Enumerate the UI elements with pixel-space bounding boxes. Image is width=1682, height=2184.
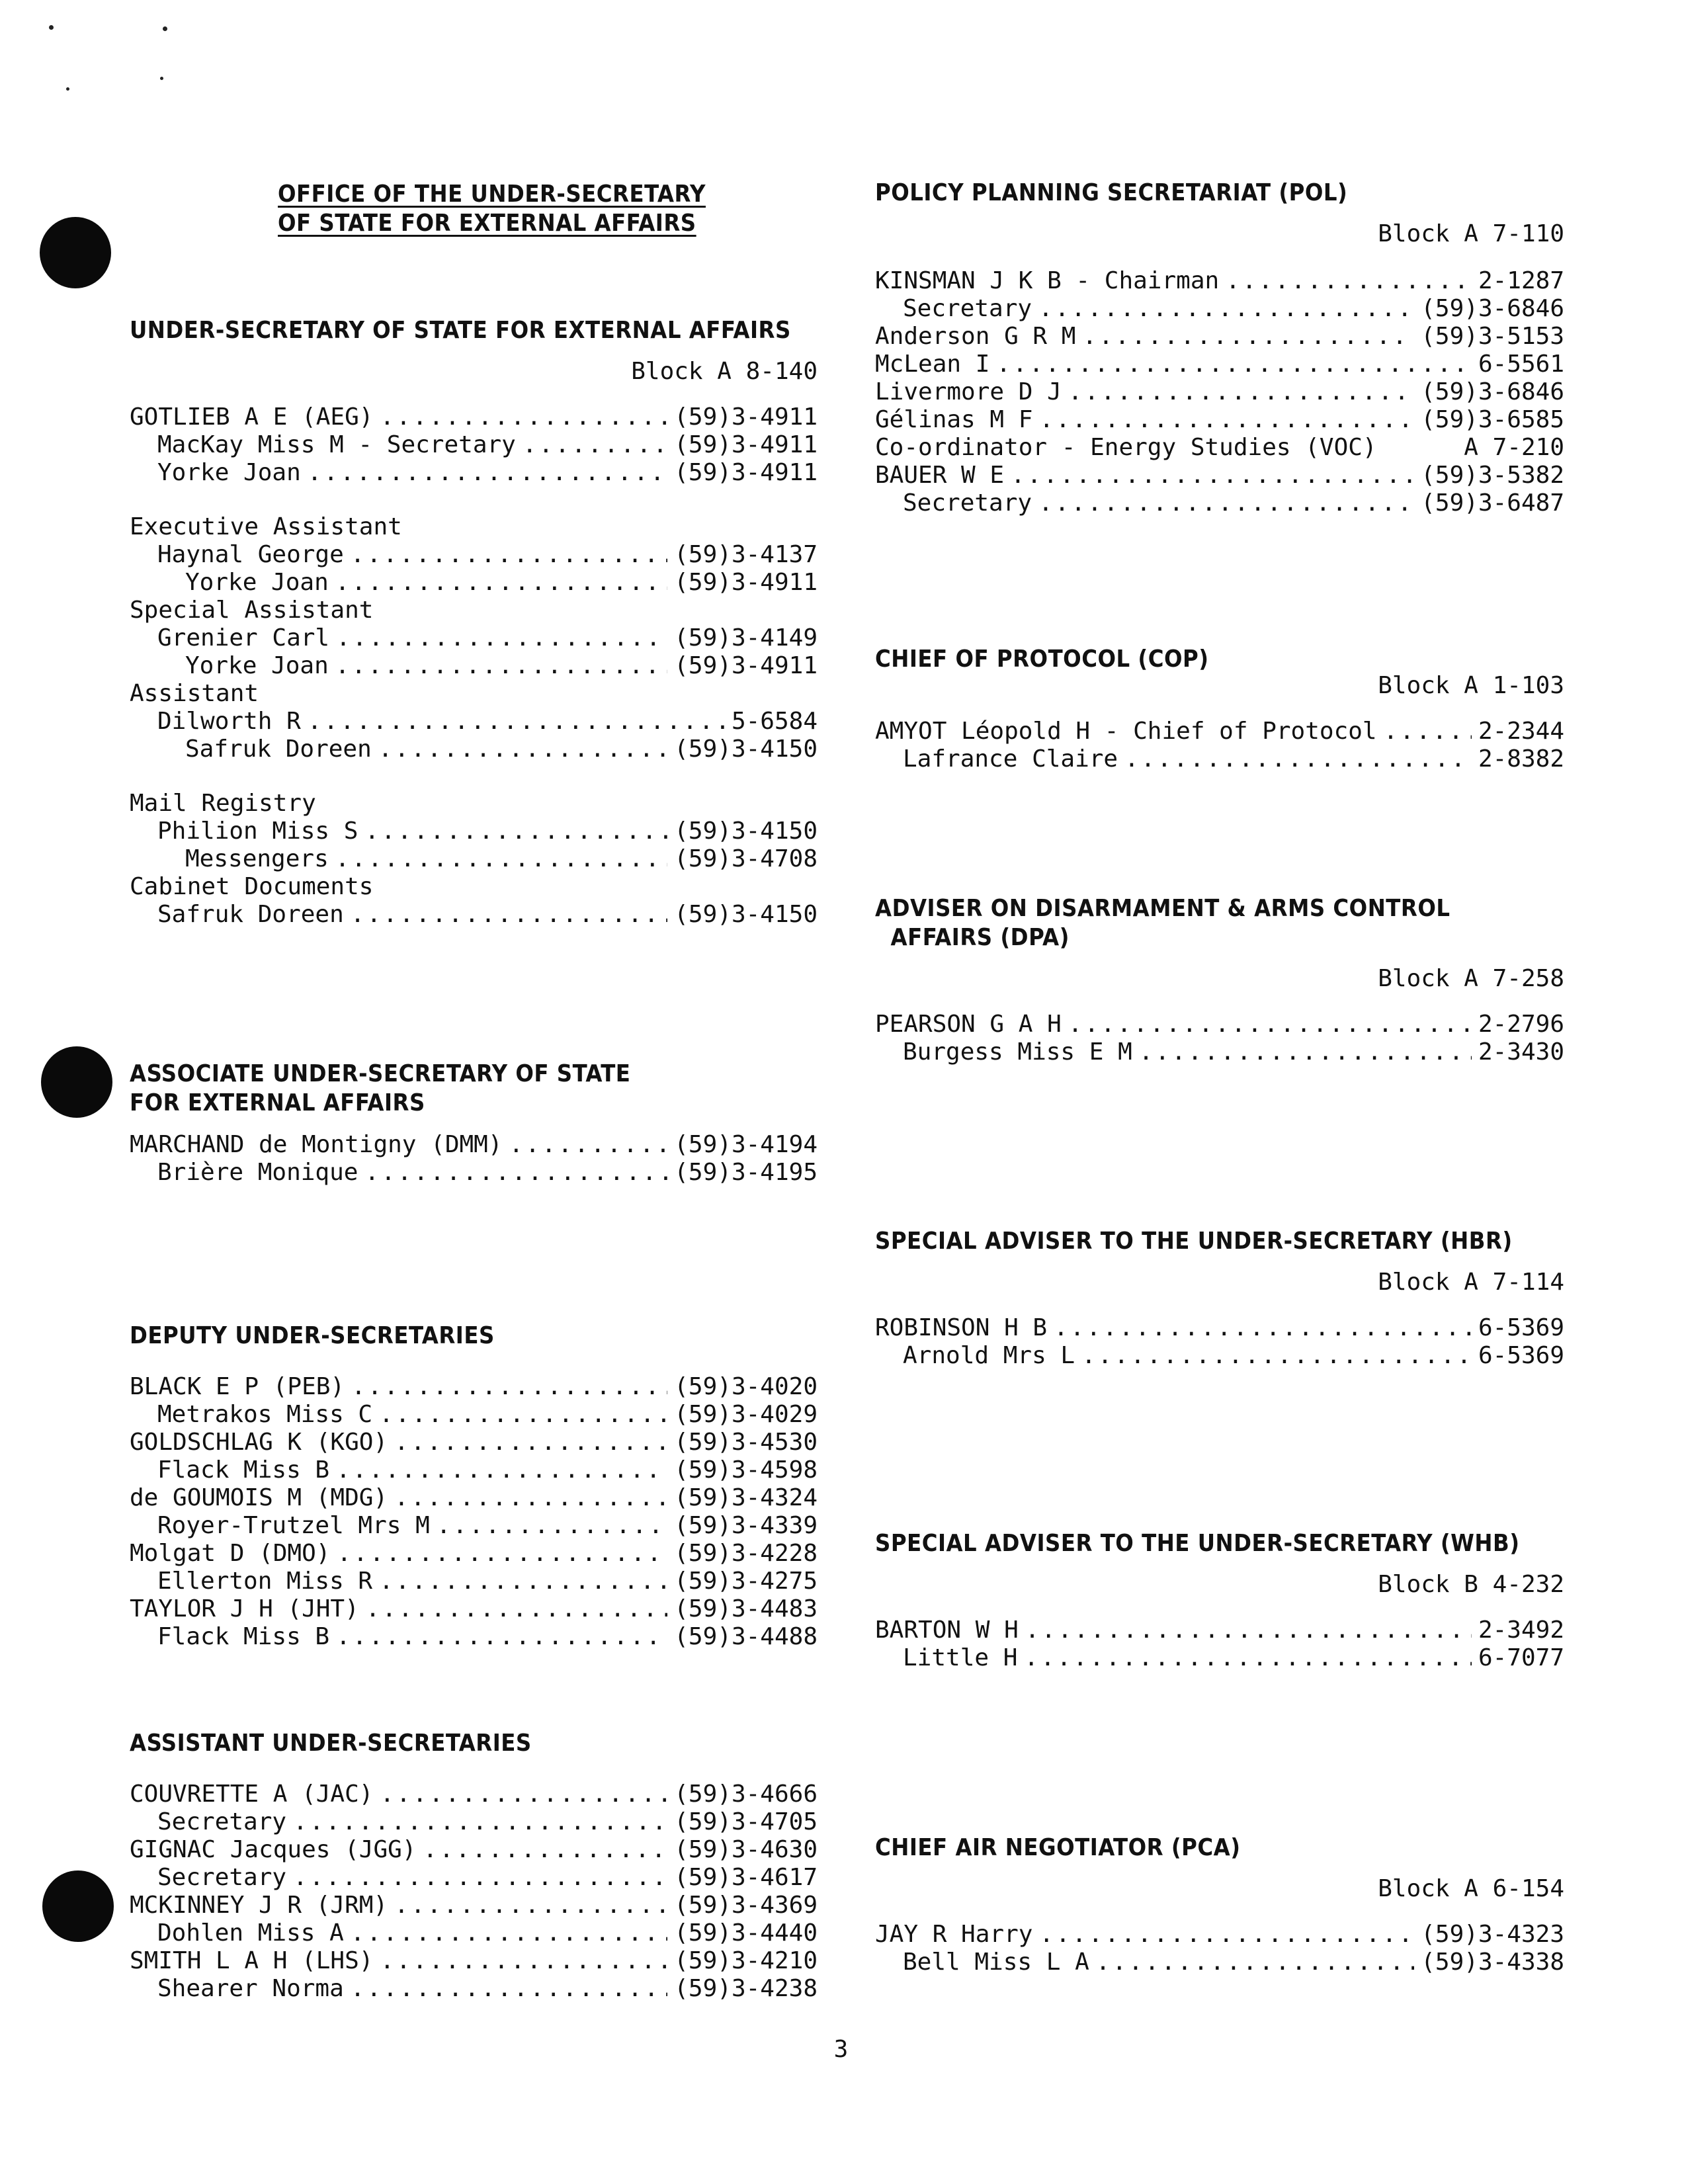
scan-speck [163, 26, 167, 31]
entry-name: Safruk Doreen [157, 901, 344, 928]
entry-row [130, 1512, 818, 1540]
dot-leader [335, 569, 668, 597]
dot-leader [1081, 1342, 1472, 1370]
office-title: OFFICE OF THE UNDER-SECRETARY OF STATE FOR EXTERNAL AFFAIRS [278, 181, 706, 237]
entry-name: MARCHAND de Montigny (DMM) [130, 1131, 503, 1158]
scan-speck [66, 87, 69, 91]
section-heading: ADVISER ON DISARMAMENT & ARMS CONTROL AFFAIRS (DPA) [875, 895, 1451, 951]
section-heading: ASSISTANT UNDER-SECRETARIES [130, 1730, 532, 1757]
entry-row [130, 1401, 818, 1429]
dot-leader [335, 652, 668, 680]
entry-phone: 2-8382 [1478, 745, 1564, 773]
entry-row [130, 1808, 818, 1836]
entry-row [130, 1373, 818, 1401]
dot-leader [1039, 406, 1414, 434]
dot-leader [394, 1429, 667, 1456]
entry-phone: (59)3-4238 [674, 1975, 818, 2002]
executive-assistant-group [130, 513, 818, 763]
dot-leader [423, 1836, 667, 1864]
office-title-section [278, 180, 818, 238]
entry-phone: 6-5369 [1478, 1342, 1564, 1369]
dot-leader [1068, 1011, 1472, 1038]
entry-row [875, 462, 1564, 489]
hbr-section [875, 1227, 1564, 1370]
dot-leader [364, 818, 667, 845]
entry-list [875, 267, 1564, 517]
dot-leader [336, 624, 667, 652]
entry-name: AMYOT Léopold H - Chief of Protocol [875, 718, 1377, 745]
entry-list [875, 1921, 1564, 1976]
whb-section [875, 1529, 1564, 1672]
block-location: Block A 8-140 [631, 358, 818, 385]
disarmament-section [875, 894, 1564, 1066]
entry-phone: (59)3-4617 [674, 1864, 818, 1891]
block-location: Block A 7-114 [1378, 1269, 1564, 1296]
dot-leader [379, 1568, 667, 1595]
entry-phone: (59)3-4911 [674, 652, 818, 679]
entry-name: GIGNAC Jacques (JGG) [130, 1836, 417, 1863]
entry-row [875, 1342, 1564, 1370]
entry-row [130, 652, 818, 680]
entry-phone: (59)3-4228 [674, 1540, 818, 1567]
dot-leader [1124, 745, 1472, 773]
entry-name: BARTON W H [875, 1617, 1019, 1644]
dot-leader [351, 901, 667, 929]
dot-leader [1038, 489, 1414, 517]
entry-phone: 2-2796 [1478, 1011, 1564, 1038]
entry-row [875, 1617, 1564, 1644]
entry-row [130, 541, 818, 569]
entry-phone: (59)3-4705 [674, 1808, 818, 1835]
entry-phone: (59)3-5153 [1421, 323, 1564, 350]
scan-speck [160, 77, 163, 80]
entry-row [875, 489, 1564, 517]
entry-phone: (59)3-4210 [674, 1947, 818, 1974]
section-heading: CHIEF AIR NEGOTIATOR (PCA) [875, 1834, 1241, 1861]
entry-row [875, 434, 1564, 462]
entry-name: Livermore D J [875, 378, 1062, 405]
entry-name: Safruk Doreen [185, 735, 372, 763]
entry-phone: (59)3-4911 [674, 459, 818, 486]
entry-phone: A 7-210 [1464, 434, 1564, 461]
entry-phone: 6-7077 [1478, 1644, 1564, 1671]
entry-phone: (59)3-4708 [674, 845, 818, 872]
entry-phone: (59)3-4149 [674, 624, 818, 651]
entry-row [130, 403, 818, 431]
entry-name: Flack Miss B [157, 1623, 330, 1650]
entry-phone: (59)3-4488 [674, 1623, 818, 1650]
entry-row [130, 1595, 818, 1623]
entry-phone: (59)3-6846 [1421, 378, 1564, 405]
section-heading: SPECIAL ADVISER TO THE UNDER-SECRETARY (WHB) [875, 1530, 1520, 1557]
entry-name: COUVRETTE A (JAC) [130, 1781, 374, 1808]
entry-name: Little H [903, 1644, 1018, 1671]
binder-hole-bottom [42, 1870, 114, 1942]
entry-list [875, 1011, 1564, 1066]
group-label: Executive Assistant [130, 513, 402, 540]
entry-phone: (59)3-4530 [674, 1429, 818, 1456]
dot-leader [1025, 1617, 1472, 1644]
entry-row [875, 323, 1564, 351]
dot-leader [1024, 1644, 1472, 1672]
entry-row [130, 459, 818, 487]
dot-leader [1226, 267, 1472, 295]
dot-leader [523, 431, 667, 459]
entry-name: Brière Monique [157, 1159, 358, 1186]
entry-row [130, 901, 818, 929]
entry-row [130, 1429, 818, 1456]
entry-row [130, 1456, 818, 1484]
dot-leader [379, 1401, 667, 1429]
entry-name: SMITH L A H (LHS) [130, 1947, 374, 1974]
entry-list [875, 718, 1564, 773]
dot-leader [366, 1595, 667, 1623]
under-secretary-section [130, 316, 818, 929]
dot-leader [378, 735, 667, 763]
entry-phone: (59)3-4440 [674, 1919, 818, 1947]
entry-name: MCKINNEY J R (JRM) [130, 1892, 388, 1919]
entry-row [875, 1921, 1564, 1949]
entry-phone: (59)3-6585 [1421, 406, 1564, 433]
section-heading: POLICY PLANNING SECRETARIAT (POL) [875, 179, 1348, 206]
entry-row [875, 1314, 1564, 1342]
entry-row [130, 1623, 818, 1651]
entry-name: Yorke Joan [185, 569, 329, 596]
entry-name: Haynal George [157, 541, 344, 568]
entry-phone: (59)3-6846 [1421, 295, 1564, 322]
section-heading: UNDER-SECRETARY OF STATE FOR EXTERNAL AFFAIRS [130, 317, 791, 344]
dot-leader [1039, 1921, 1414, 1949]
entry-name: Grenier Carl [157, 624, 330, 651]
entry-phone: (59)3-4666 [674, 1781, 818, 1808]
section-heading: CHIEF OF PROTOCOL (COP) [875, 646, 1209, 673]
dot-leader [1139, 1038, 1472, 1066]
entry-name: Arnold Mrs L [903, 1342, 1075, 1369]
dot-leader [293, 1864, 667, 1892]
entry-name: Ellerton Miss R [157, 1568, 373, 1595]
dot-leader [1068, 378, 1414, 406]
entry-phone: (59)3-6487 [1421, 489, 1564, 517]
block-location: Block B 4-232 [1378, 1571, 1564, 1598]
dot-leader [351, 541, 667, 569]
air-section [875, 1833, 1564, 1976]
dot-leader [364, 1159, 667, 1187]
entry-name: Philion Miss S [157, 818, 358, 845]
entry-phone: (59)3-4020 [674, 1373, 818, 1400]
group-label: Mail Registry [130, 790, 316, 817]
entry-list [130, 1781, 818, 2003]
entry-phone: 2-3492 [1478, 1617, 1564, 1644]
entry-name: Yorke Joan [185, 652, 329, 679]
block-location: Block A 7-110 [1378, 220, 1564, 247]
dot-leader [1384, 718, 1472, 745]
block-location: Block A 6-154 [1378, 1875, 1564, 1902]
entry-row [875, 1949, 1564, 1976]
entry-row [130, 818, 818, 845]
protocol-section [875, 645, 1564, 773]
entry-row [130, 1540, 818, 1568]
dot-leader [380, 1781, 667, 1808]
entry-name: Yorke Joan [157, 459, 301, 486]
entry-phone: (59)3-4029 [674, 1401, 818, 1428]
entry-phone: (59)3-4369 [674, 1892, 818, 1919]
entry-name: Anderson G R M [875, 323, 1076, 350]
entry-name: Burgess Miss E M [903, 1038, 1132, 1066]
deputy-section [130, 1322, 818, 1651]
binder-hole-middle [41, 1046, 112, 1118]
dot-leader [1096, 1949, 1414, 1976]
entry-row [875, 718, 1564, 745]
entry-phone: (59)3-4339 [674, 1512, 818, 1539]
dot-leader [335, 845, 668, 873]
entry-name: KINSMAN J K B - Chairman [875, 267, 1220, 294]
entry-name: ROBINSON H B [875, 1314, 1048, 1341]
entry-phone: 2-1287 [1478, 267, 1564, 294]
entry-row [130, 569, 818, 597]
entry-name: PEARSON G A H [875, 1011, 1062, 1038]
policy-section [875, 179, 1564, 517]
entry-name: Lafrance Claire [903, 745, 1118, 773]
entry-phone: (59)3-4598 [674, 1456, 818, 1484]
entry-name: TAYLOR J H (JHT) [130, 1595, 359, 1622]
entry-phone: (59)3-4338 [1421, 1949, 1564, 1976]
entry-row [130, 1836, 818, 1864]
entry-phone: 5-6584 [731, 708, 818, 735]
entry-row [875, 351, 1564, 378]
group-label: Cabinet Documents [130, 873, 374, 900]
entry-name: Royer-Trutzel Mrs M [157, 1512, 430, 1539]
entry-row [130, 1864, 818, 1892]
entry-name: Flack Miss B [157, 1456, 330, 1484]
entry-list [130, 403, 818, 487]
entry-row [875, 406, 1564, 434]
entry-phone: (59)3-4911 [674, 403, 818, 431]
entry-phone: (59)3-4324 [674, 1484, 818, 1511]
dot-leader [308, 459, 668, 487]
entry-phone: (59)3-4194 [674, 1131, 818, 1158]
block-location: Block A 7-258 [1378, 965, 1564, 992]
entry-name: BLACK E P (PEB) [130, 1373, 345, 1400]
entry-row [875, 295, 1564, 323]
entry-phone: 6-5561 [1478, 351, 1564, 378]
entry-phone: (59)3-4323 [1421, 1921, 1564, 1948]
entry-phone: (59)3-4911 [674, 569, 818, 596]
entry-name: BAUER W E [875, 462, 1005, 489]
entry-name: Co-ordinator - Energy Studies (VOC) [875, 434, 1377, 461]
entry-phone: (59)3-4911 [674, 431, 818, 458]
entry-name: MacKay Miss M - Secretary [157, 431, 516, 458]
entry-row [875, 378, 1564, 406]
dot-leader [394, 1892, 667, 1919]
entry-phone: (59)3-5382 [1421, 462, 1564, 489]
dot-leader [293, 1808, 667, 1836]
scan-speck [49, 25, 54, 30]
entry-list [130, 1131, 818, 1187]
entry-phone: (59)3-4630 [674, 1836, 818, 1863]
dot-leader [394, 1484, 667, 1512]
page-number: 3 [833, 2036, 849, 2063]
entry-row [130, 735, 818, 763]
entry-row [875, 1011, 1564, 1038]
dot-leader [1011, 462, 1414, 489]
entry-row [130, 1919, 818, 1947]
entry-phone: (59)3-4150 [674, 818, 818, 845]
entry-phone: 2-2344 [1478, 718, 1564, 745]
entry-name: Secretary [157, 1808, 287, 1835]
dot-leader [337, 1540, 667, 1568]
assistant-under-section [130, 1729, 818, 2003]
entry-name: Bell Miss L A [903, 1949, 1089, 1976]
entry-row [130, 1947, 818, 1975]
entry-name: Messengers [185, 845, 329, 872]
dot-leader [351, 1373, 667, 1401]
entry-name: Secretary [157, 1864, 287, 1891]
entry-name: Metrakos Miss C [157, 1401, 373, 1428]
entry-row [875, 267, 1564, 295]
dot-leader [351, 1975, 667, 2003]
dot-leader [1038, 295, 1414, 323]
entry-row [130, 1568, 818, 1595]
entry-row [875, 745, 1564, 773]
entry-row [130, 1892, 818, 1919]
entry-row [130, 1975, 818, 2003]
entry-row [130, 624, 818, 652]
entry-row [130, 1159, 818, 1187]
entry-row [130, 1131, 818, 1159]
entry-name: GOLDSCHLAG K (KGO) [130, 1429, 388, 1456]
dot-leader [1082, 323, 1414, 351]
entry-phone: (59)3-4150 [674, 735, 818, 763]
group-label: Assistant [130, 680, 259, 707]
entry-row [130, 1781, 818, 1808]
entry-name: GOTLIEB A E (AEG) [130, 403, 374, 431]
entry-name: de GOUMOIS M (MDG) [130, 1484, 388, 1511]
section-heading: SPECIAL ADVISER TO THE UNDER-SECRETARY (HBR) [875, 1228, 1513, 1255]
entry-name: Secretary [903, 489, 1032, 517]
entry-list [875, 1314, 1564, 1370]
dot-leader [308, 708, 725, 735]
associate-section [130, 1060, 818, 1187]
entry-name: McLean I [875, 351, 990, 378]
entry-phone: (59)3-4275 [674, 1568, 818, 1595]
entry-phone: (59)3-4150 [674, 901, 818, 928]
dot-leader [351, 1919, 667, 1947]
entry-name: Molgat D (DMO) [130, 1540, 331, 1567]
dot-leader [336, 1456, 667, 1484]
entry-row [130, 1484, 818, 1512]
dot-leader [380, 1947, 667, 1975]
entry-name: Gélinas M F [875, 406, 1033, 433]
section-heading: ASSOCIATE UNDER-SECRETARY OF STATE FOR EXTERNAL AFFAIRS [130, 1060, 631, 1116]
entry-row [875, 1644, 1564, 1672]
group-label: Special Assistant [130, 597, 374, 624]
dot-leader [380, 403, 667, 431]
entry-row [130, 431, 818, 459]
entry-name: Secretary [903, 295, 1032, 322]
entry-row [130, 708, 818, 735]
entry-list [875, 1617, 1564, 1672]
entry-name: JAY R Harry [875, 1921, 1033, 1948]
entry-list [130, 1373, 818, 1651]
dot-leader [437, 1512, 667, 1540]
entry-row [130, 845, 818, 873]
entry-phone: (59)3-4483 [674, 1595, 818, 1622]
entry-phone: (59)3-4137 [674, 541, 818, 568]
dot-leader [996, 351, 1472, 378]
entry-phone: 6-5369 [1478, 1314, 1564, 1341]
entry-row [875, 1038, 1564, 1066]
entry-phone: (59)3-4195 [674, 1159, 818, 1186]
entry-name: Shearer Norma [157, 1975, 344, 2002]
block-location: Block A 1-103 [1378, 672, 1564, 699]
section-heading: DEPUTY UNDER-SECRETARIES [130, 1322, 495, 1349]
entry-name: Dilworth R [157, 708, 301, 735]
entry-phone: 2-3430 [1478, 1038, 1564, 1066]
entry-name: Dohlen Miss A [157, 1919, 344, 1947]
dot-leader [509, 1131, 668, 1159]
dot-leader [336, 1623, 667, 1651]
dot-leader [1054, 1314, 1472, 1342]
mail-registry-group [130, 790, 818, 929]
binder-hole-top [40, 217, 111, 288]
